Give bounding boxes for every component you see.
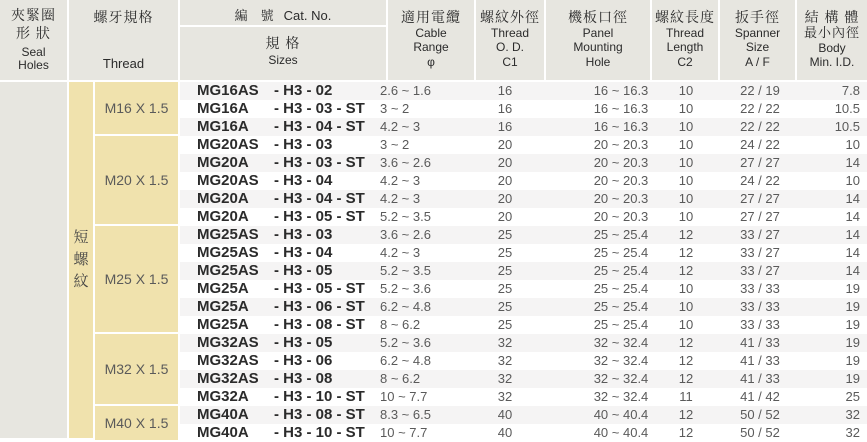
- thread-length-cell: 10: [678, 119, 694, 134]
- panel-hole-cell: 25 ~ 25.4: [593, 317, 649, 332]
- thread-length-cell: 10: [678, 173, 694, 188]
- header-cable-en-1: Cable: [415, 26, 447, 40]
- header-spanner-en-1: Spanner: [734, 26, 781, 40]
- header-thread-od-en-2: O. D.: [495, 40, 524, 54]
- panel-hole-cell: 25 ~ 25.4: [593, 227, 649, 242]
- table-row: [180, 424, 867, 442]
- panel-hole-cell: 32 ~ 32.4: [593, 335, 649, 350]
- cat-no-size: - H3 - 10 - ST: [274, 388, 365, 405]
- table-row: [180, 388, 867, 406]
- cat-no-cell: [197, 370, 333, 388]
- header-cat-no-en: Cat. No.: [283, 8, 332, 23]
- cat-no-cell: [197, 154, 365, 172]
- thread-od-cell: 20: [497, 155, 513, 170]
- cat-no-size: - H3 - 05: [274, 334, 333, 351]
- spanner-size-cell: 22 / 22: [740, 101, 780, 116]
- thread-od-cell: 25: [497, 245, 513, 260]
- header-thread-en: Thread: [102, 56, 145, 71]
- thread-od-cell: 16: [497, 101, 513, 116]
- cat-no-size: - H3 - 06 - ST: [274, 298, 365, 315]
- thread-group-0: M16 X 1.5: [95, 82, 178, 134]
- header-seal-holes: [0, 0, 67, 80]
- header-spanner-zh: 扳手徑: [735, 9, 780, 25]
- cat-no-size: - H3 - 03 - ST: [274, 100, 365, 117]
- cat-no-size: - H3 - 06: [274, 352, 333, 369]
- thread-length-cell: 10: [678, 137, 694, 152]
- cat-no-model: MG25AS: [197, 226, 259, 243]
- thread-length-cell: 10: [678, 317, 694, 332]
- header-seal-en-2: Holes: [18, 58, 49, 72]
- panel-hole-cell: 16 ~ 16.3: [593, 119, 649, 134]
- thread-length-cell: 12: [678, 227, 694, 242]
- thread-group-2: M25 X 1.5: [95, 226, 178, 332]
- cable-range-cell: 4.2 ~ 3: [380, 173, 421, 188]
- cat-no-size: - H3 - 03: [274, 136, 333, 153]
- header-thread: [69, 0, 178, 80]
- cat-no-size: - H3 - 05 - ST: [274, 280, 365, 297]
- cat-no-model: MG20A: [197, 208, 249, 225]
- header-body-en-1: Body: [818, 41, 846, 55]
- thread-length-cell: 10: [678, 101, 694, 116]
- table-row: [180, 226, 867, 244]
- cat-no-size: - H3 - 08: [274, 370, 333, 387]
- body-min-id-cell: 10: [845, 173, 860, 188]
- cat-no-size: - H3 - 04: [274, 244, 333, 261]
- cable-range-cell: 4.2 ~ 3: [380, 191, 421, 206]
- cat-no-size: - H3 - 08 - ST: [274, 406, 365, 423]
- spanner-size-cell: 50 / 52: [740, 407, 780, 422]
- cat-no-size: - H3 - 04: [274, 172, 333, 189]
- cable-range-cell: 6.2 ~ 4.8: [380, 353, 431, 368]
- header-cable-zh: 適用電纜: [401, 9, 461, 25]
- thread-od-cell: 16: [497, 119, 513, 134]
- table-row: [180, 190, 867, 208]
- cat-no-model: MG25A: [197, 316, 249, 333]
- thread-length-cell: 11: [679, 389, 693, 404]
- panel-hole-cell: 20 ~ 20.3: [593, 191, 649, 206]
- body-min-id-cell: 32: [845, 425, 860, 440]
- thread-length-cell: 10: [678, 281, 694, 296]
- header-panel-en-2: Mounting: [573, 40, 623, 54]
- panel-hole-cell: 16 ~ 16.3: [593, 83, 649, 98]
- table-row: [180, 82, 867, 100]
- body-min-id-cell: 14: [845, 191, 860, 206]
- cat-no-size: - H3 - 08 - ST: [274, 316, 365, 333]
- cat-no-model: MG25AS: [197, 262, 259, 279]
- table-row: [180, 208, 867, 226]
- spanner-size-cell: 33 / 33: [740, 281, 780, 296]
- header-seal-en-1: Seal: [21, 45, 46, 59]
- panel-hole-cell: 16 ~ 16.3: [593, 101, 649, 116]
- body-min-id-cell: 19: [845, 317, 860, 332]
- thread-length-cell: 12: [678, 263, 694, 278]
- thread-od-cell: 32: [497, 353, 513, 368]
- short-thread-char-3: 紋: [73, 273, 89, 290]
- cable-range-cell: 5.2 ~ 3.6: [380, 335, 431, 350]
- header-seal-zh-2: 形 狀: [16, 25, 51, 41]
- short-thread-char-2: 螺: [73, 251, 89, 268]
- cat-no-size: - H3 - 04 - ST: [274, 118, 365, 135]
- thread-length-cell: 10: [678, 209, 694, 224]
- table-row: [180, 154, 867, 172]
- thread-length-cell: 10: [678, 83, 694, 98]
- thread-od-cell: 20: [497, 209, 513, 224]
- table-row: [180, 370, 867, 388]
- cat-no-cell: [197, 100, 365, 118]
- thread-length-cell: 12: [678, 425, 694, 440]
- thread-length-cell: 12: [678, 335, 694, 350]
- header-body-zh-1: 結 構 體: [804, 9, 860, 25]
- spanner-size-cell: 33 / 27: [740, 227, 780, 242]
- thread-length-cell: 10: [678, 155, 694, 170]
- table-row: [180, 334, 867, 352]
- header-cable-en-2: Range: [413, 40, 449, 54]
- header-spanner-en-2: Size: [745, 40, 770, 54]
- cat-no-model: MG32A: [197, 388, 249, 405]
- cat-no-model: MG20A: [197, 190, 249, 207]
- cable-range-cell: 5.2 ~ 3.6: [380, 281, 431, 296]
- body-min-id-cell: 14: [845, 263, 860, 278]
- cable-range-cell: 4.2 ~ 3: [380, 245, 421, 260]
- spanner-size-cell: 22 / 22: [740, 119, 780, 134]
- thread-length-cell: 10: [678, 299, 694, 314]
- header-body-en-2: Min. I.D.: [809, 55, 855, 69]
- cat-no-model: MG20A: [197, 154, 249, 171]
- table-row: [180, 406, 867, 424]
- thread-length-cell: 12: [678, 407, 694, 422]
- header-panel-hole: [546, 0, 650, 80]
- body-min-id-cell: 10: [845, 137, 860, 152]
- cat-no-size: - H3 - 10 - ST: [274, 424, 365, 441]
- thread-od-cell: 32: [497, 389, 513, 404]
- thread-od-cell: 20: [497, 191, 513, 206]
- cat-no-cell: [197, 262, 333, 280]
- spanner-size-cell: 24 / 22: [740, 137, 780, 152]
- cat-no-model: MG32AS: [197, 334, 259, 351]
- cable-range-cell: 8 ~ 6.2: [380, 317, 421, 332]
- header-cat-no: [180, 0, 386, 25]
- table-row: [180, 244, 867, 262]
- panel-hole-cell: 25 ~ 25.4: [593, 245, 649, 260]
- header-thread-od-en-1: Thread: [490, 26, 530, 40]
- header-sizes-zh: 規 格: [265, 35, 301, 51]
- thread-od-cell: 25: [497, 281, 513, 296]
- header-thread-od-zh: 螺紋外徑: [480, 9, 540, 25]
- cat-no-size: - H3 - 05: [274, 262, 333, 279]
- cat-no-cell: [197, 208, 365, 226]
- cat-no-model: MG16AS: [197, 82, 259, 99]
- seal-holes-column: [0, 82, 67, 438]
- spanner-size-cell: 41 / 33: [740, 353, 780, 368]
- spanner-size-cell: 41 / 33: [740, 371, 780, 386]
- cat-no-model: MG40A: [197, 406, 249, 423]
- table-row: [180, 316, 867, 334]
- header-cable-en-3: φ: [427, 55, 435, 69]
- cat-no-model: MG25A: [197, 280, 249, 297]
- cat-no-cell: [197, 172, 333, 190]
- header-spanner-size: [720, 0, 795, 80]
- body-min-id-cell: 14: [845, 155, 860, 170]
- panel-hole-cell: 20 ~ 20.3: [593, 137, 649, 152]
- cat-no-cell: [197, 424, 365, 442]
- body-min-id-cell: 7.8: [841, 83, 860, 98]
- table-row: [180, 136, 867, 154]
- panel-hole-cell: 40 ~ 40.4: [593, 425, 649, 440]
- body-min-id-cell: 14: [845, 245, 860, 260]
- cat-no-cell: [197, 190, 365, 208]
- thread-od-cell: 20: [497, 173, 513, 188]
- body-min-id-cell: 10.5: [834, 119, 860, 134]
- header-thread-od: [476, 0, 544, 80]
- cable-range-cell: 5.2 ~ 3.5: [380, 209, 431, 224]
- thread-length-cell: 12: [678, 353, 694, 368]
- thread-od-cell: 16: [497, 83, 513, 98]
- panel-hole-cell: 20 ~ 20.3: [593, 155, 649, 170]
- cat-no-cell: [197, 316, 365, 334]
- cat-no-cell: [197, 298, 365, 316]
- cable-range-cell: 3 ~ 2: [380, 137, 410, 152]
- thread-length-cell: 12: [678, 371, 694, 386]
- panel-hole-cell: 40 ~ 40.4: [593, 407, 649, 422]
- header-tlen-zh: 螺紋長度: [655, 9, 715, 25]
- body-min-id-cell: 19: [845, 371, 860, 386]
- cable-range-cell: 6.2 ~ 4.8: [380, 299, 431, 314]
- spanner-size-cell: 27 / 27: [740, 155, 780, 170]
- cable-range-cell: 3.6 ~ 2.6: [380, 227, 431, 242]
- table-row: [180, 100, 867, 118]
- table-row: [180, 280, 867, 298]
- thread-od-cell: 25: [497, 263, 513, 278]
- panel-hole-cell: 25 ~ 25.4: [593, 281, 649, 296]
- header-body-zh-2: 最小內徑: [803, 25, 860, 40]
- cat-no-cell: [197, 388, 365, 406]
- thread-od-cell: 40: [497, 425, 513, 440]
- thread-length-cell: 10: [678, 191, 694, 206]
- cable-range-cell: 10 ~ 7.7: [380, 389, 428, 404]
- header-cat-no-zh: 編 號: [234, 8, 274, 23]
- cat-no-size: - H3 - 04 - ST: [274, 190, 365, 207]
- cat-no-model: MG40A: [197, 424, 249, 441]
- thread-length-cell: 12: [678, 245, 694, 260]
- spanner-size-cell: 33 / 33: [740, 317, 780, 332]
- body-min-id-cell: 25: [845, 389, 860, 404]
- cat-no-size: - H3 - 02: [274, 82, 333, 99]
- header-thread-zh: 螺牙規格: [93, 9, 154, 25]
- spanner-size-cell: 33 / 27: [740, 263, 780, 278]
- cat-no-cell: [197, 244, 333, 262]
- header-panel-zh: 機板口徑: [568, 9, 628, 25]
- cable-range-cell: 8 ~ 6.2: [380, 371, 421, 386]
- header-body-min-id: [797, 0, 867, 80]
- spanner-size-cell: 27 / 27: [740, 209, 780, 224]
- panel-hole-cell: 32 ~ 32.4: [593, 353, 649, 368]
- header-cable-range: [388, 0, 474, 80]
- spanner-size-cell: 33 / 33: [740, 299, 780, 314]
- spanner-size-cell: 33 / 27: [740, 245, 780, 260]
- panel-hole-cell: 25 ~ 25.4: [593, 299, 649, 314]
- table-row: [180, 298, 867, 316]
- thread-od-cell: 20: [497, 137, 513, 152]
- body-min-id-cell: 19: [845, 299, 860, 314]
- header-thread-length: [652, 0, 718, 80]
- spanner-size-cell: 50 / 52: [740, 425, 780, 440]
- thread-od-cell: 25: [497, 317, 513, 332]
- cat-no-cell: [197, 226, 333, 244]
- thread-od-cell: 25: [497, 227, 513, 242]
- cat-no-cell: [197, 352, 333, 370]
- cat-no-model: MG32AS: [197, 370, 259, 387]
- thread-group-3: M32 X 1.5: [95, 334, 178, 404]
- thread-od-cell: 25: [497, 299, 513, 314]
- cat-no-size: - H3 - 03: [274, 226, 333, 243]
- thread-od-cell: 40: [497, 407, 513, 422]
- cable-range-cell: 10 ~ 7.7: [380, 425, 428, 440]
- cable-range-cell: 2.6 ~ 1.6: [380, 83, 431, 98]
- panel-hole-cell: 32 ~ 32.4: [593, 371, 649, 386]
- spanner-size-cell: 24 / 22: [740, 173, 780, 188]
- thread-od-cell: 32: [497, 335, 513, 350]
- header-tlen-en-3: C2: [677, 55, 693, 69]
- header-sizes: [180, 27, 386, 80]
- table-row: [180, 118, 867, 136]
- thread-group-1: M20 X 1.5: [95, 136, 178, 224]
- cat-no-cell: [197, 136, 333, 154]
- cat-no-size: - H3 - 05 - ST: [274, 208, 365, 225]
- header-tlen-en-1: Thread: [665, 26, 705, 40]
- header-spanner-en-3: A / F: [745, 55, 770, 69]
- thread-od-cell: 32: [497, 371, 513, 386]
- body-min-id-cell: 14: [845, 209, 860, 224]
- panel-hole-cell: 25 ~ 25.4: [593, 263, 649, 278]
- cat-no-model: MG25AS: [197, 244, 259, 261]
- spanner-size-cell: 27 / 27: [740, 191, 780, 206]
- cat-no-model: MG25A: [197, 298, 249, 315]
- header-panel-en-3: Hole: [585, 55, 611, 69]
- cat-no-cell: [197, 406, 365, 424]
- table-row: [180, 172, 867, 190]
- header-thread-od-en-3: C1: [502, 55, 518, 69]
- cable-range-cell: 8.3 ~ 6.5: [380, 407, 431, 422]
- cat-no-size: - H3 - 03 - ST: [274, 154, 365, 171]
- header-tlen-en-2: Length: [666, 40, 704, 54]
- table-row: [180, 262, 867, 280]
- body-min-id-cell: 14: [845, 227, 860, 242]
- cable-range-cell: 3 ~ 2: [380, 101, 410, 116]
- panel-hole-cell: 20 ~ 20.3: [593, 209, 649, 224]
- panel-hole-cell: 20 ~ 20.3: [593, 173, 649, 188]
- spanner-size-cell: 41 / 42: [740, 389, 780, 404]
- cat-no-cell: [197, 334, 333, 352]
- cat-no-model: MG20AS: [197, 172, 259, 189]
- cat-no-model: MG16A: [197, 100, 249, 117]
- spanner-size-cell: 22 / 19: [740, 83, 780, 98]
- header-panel-en-1: Panel: [582, 26, 614, 40]
- cat-no-model: MG32AS: [197, 352, 259, 369]
- body-min-id-cell: 19: [845, 281, 860, 296]
- body-min-id-cell: 19: [845, 353, 860, 368]
- cat-no-model: MG16A: [197, 118, 249, 135]
- cat-no-cell: [197, 82, 333, 100]
- cable-range-cell: 4.2 ~ 3: [380, 119, 421, 134]
- spanner-size-cell: 41 / 33: [740, 335, 780, 350]
- cable-range-cell: 3.6 ~ 2.6: [380, 155, 431, 170]
- header-sizes-en: Sizes: [268, 53, 298, 67]
- short-thread-column: [69, 82, 93, 438]
- cat-no-model: MG20AS: [197, 136, 259, 153]
- cat-no-cell: [197, 280, 365, 298]
- body-min-id-cell: 32: [845, 407, 860, 422]
- thread-group-4: M40 X 1.5: [95, 406, 178, 440]
- body-min-id-cell: 10.5: [834, 101, 860, 116]
- table-row: [180, 352, 867, 370]
- body-min-id-cell: 19: [845, 335, 860, 350]
- cable-range-cell: 5.2 ~ 3.5: [380, 263, 431, 278]
- cat-no-cell: [197, 118, 365, 136]
- short-thread-char-1: 短: [73, 229, 89, 246]
- panel-hole-cell: 32 ~ 32.4: [593, 389, 649, 404]
- header-seal-zh-1: 夾緊圈: [11, 7, 56, 23]
